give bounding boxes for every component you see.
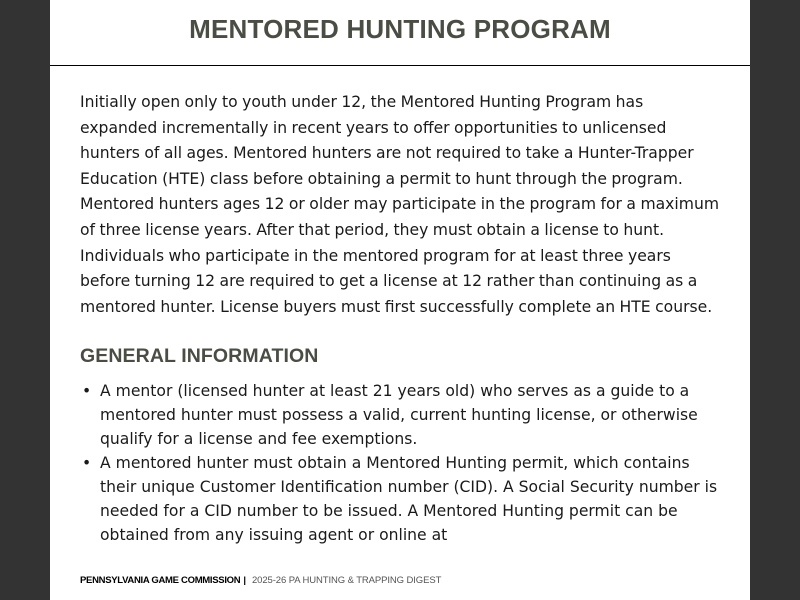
document-page: [50, 0, 750, 600]
page-title: MENTORED HUNTING PROGRAM: [189, 14, 611, 44]
list-item-text: A mentor (licensed hunter at least 21 years old) who serves as a guide to a mentored hunter must possess a valid, current hunting license, or otherwise qualify for a license and fee exemptions.: [100, 382, 698, 449]
page-footer: [80, 575, 441, 587]
bullet-icon: •: [82, 382, 92, 401]
bullet-icon: •: [82, 454, 92, 473]
footer-organization: PENNSYLVANIA GAME COMMISSION: [80, 575, 241, 586]
intro-paragraph: Initially open only to youth under 12, the Mentored Hunting Program has expanded incrementally in recent years to offer opportunities to unlicensed hunters of all ages. Mentored hunters are not required to take a Hunter-Trapper Education (HTE) class before obtaining a permit to hunt through the program. Mentored hunters ages 12 or older may participate in the program for a maximum of three license years. After that period, they must obtain a license to hunt. Individuals who participate in the mentored program for at least three years before turning 12 are required to get a license at 12 rather than continuing as a mentored hunter. License buyers must first successfully complete an HTE course.: [80, 93, 720, 316]
page-header: [50, 0, 750, 66]
footer-publication: 2025-26 PA HUNTING & TRAPPING DIGEST: [252, 575, 442, 586]
page-content: [80, 90, 720, 567]
section-heading-general-information: GENERAL INFORMATION: [80, 345, 319, 368]
list-item: [82, 379, 720, 451]
footer-separator: |: [243, 575, 246, 586]
list-item-text: A mentored hunter must obtain a Mentored Hunting permit, which contains their unique Customer Identification number (CID). A Social Security number is needed for a CID number to be issued. A Mentored Hunting permit can be obtained from any issuing agent or online at: [100, 454, 718, 545]
list-item: [82, 451, 720, 547]
general-information-list: [80, 379, 720, 547]
